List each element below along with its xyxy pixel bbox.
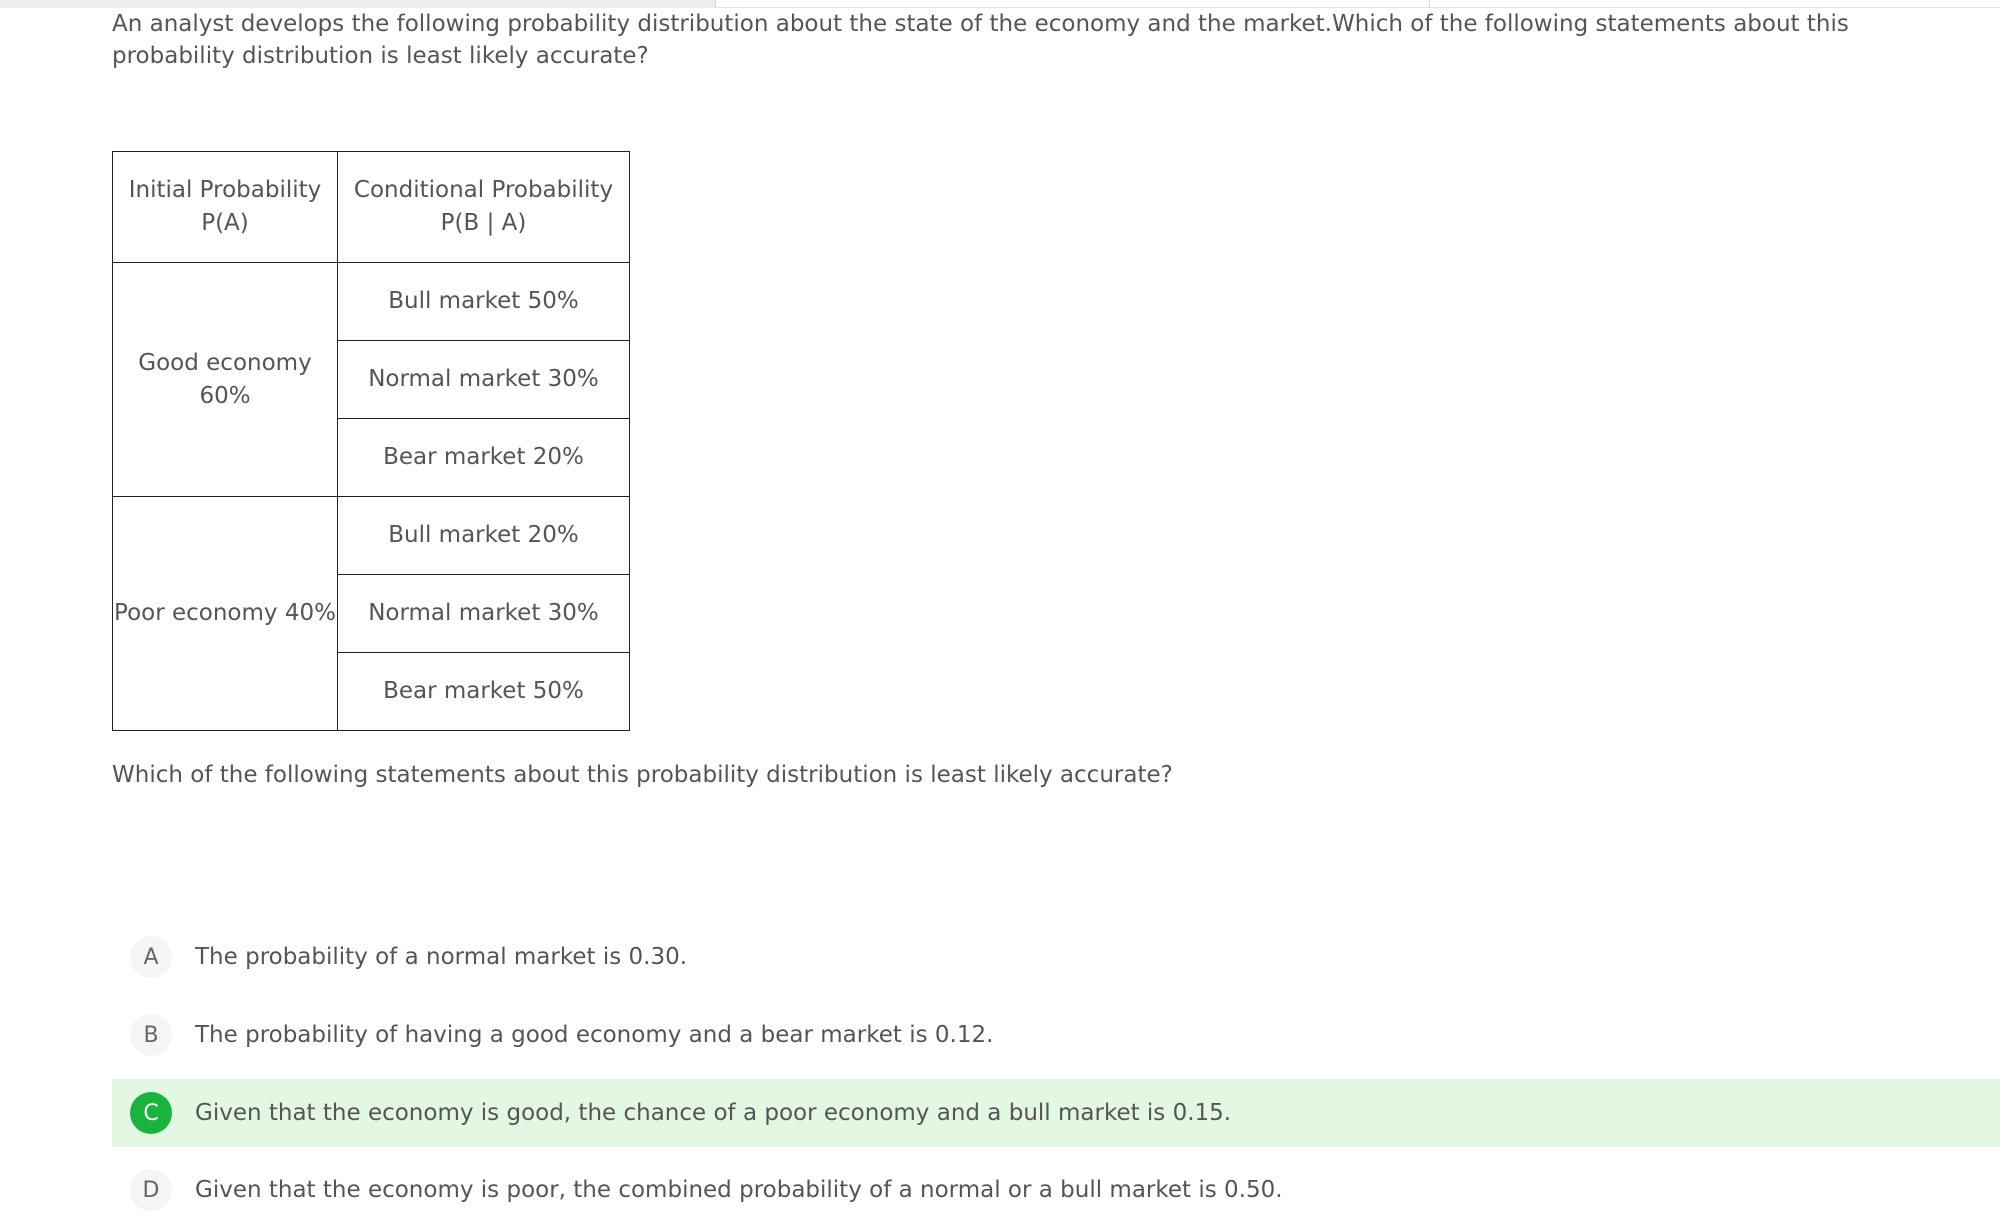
header-conditional-line-2: P(B | A) — [440, 210, 527, 236]
header-initial-line-2: P(A) — [201, 210, 249, 236]
economy-good-value: 60% — [199, 382, 251, 409]
condition-cell: Normal market 30% — [338, 341, 630, 419]
header-conditional-line-1: Conditional Probability — [353, 177, 614, 203]
tab-divider — [715, 0, 716, 8]
option-letter-badge: C — [130, 1092, 172, 1134]
option-letter-badge: D — [130, 1169, 172, 1211]
answer-option-c[interactable] — [112, 1079, 2000, 1147]
condition-cell: Bear market 20% — [338, 419, 630, 497]
question-text: An analyst develops the following probability distribution about the state of the economy and the market.Which of the following statements about this probability distribution is least likely accurate? — [112, 11, 1849, 69]
condition-cell: Normal market 30% — [338, 575, 630, 653]
sub-question-text: Which of the following statements about this probability distribution is least likely accurate? — [112, 762, 1173, 788]
condition-cell: Bull market 20% — [338, 497, 630, 575]
economy-good-label: Good economy — [138, 349, 312, 376]
header-conditional-probability — [338, 152, 630, 263]
option-letter-badge: A — [130, 936, 172, 978]
option-letter-badge: B — [130, 1014, 172, 1056]
tab-segment-3[interactable] — [1429, 0, 2000, 8]
option-text: The probability of having a good economy and a bear market is 0.12. — [195, 1022, 994, 1048]
tab-segment-1[interactable] — [0, 0, 715, 8]
economy-poor-label: Poor economy 40% — [114, 600, 336, 626]
tab-segment-2[interactable] — [715, 0, 1429, 8]
option-text: Given that the economy is good, the chance of a poor economy and a bull market is 0.15. — [195, 1100, 1232, 1126]
header-initial-line-1: Initial Probability — [128, 177, 322, 203]
probability-table — [112, 151, 630, 731]
economy-cell-good — [113, 263, 338, 497]
tab-divider — [1429, 0, 1430, 8]
top-tab-strip — [0, 0, 2000, 8]
condition-cell: Bull market 50% — [338, 263, 630, 341]
economy-cell-poor — [113, 497, 338, 731]
option-text: The probability of a normal market is 0.30. — [195, 944, 688, 970]
answer-option-b[interactable] — [112, 1001, 2000, 1069]
answer-option-a[interactable] — [112, 923, 2000, 991]
condition-cell: Bear market 50% — [338, 653, 630, 731]
answer-option-d[interactable] — [112, 1156, 2000, 1224]
option-text: Given that the economy is poor, the combined probability of a normal or a bull market is 0.50. — [195, 1177, 1283, 1203]
header-initial-probability — [113, 152, 338, 263]
